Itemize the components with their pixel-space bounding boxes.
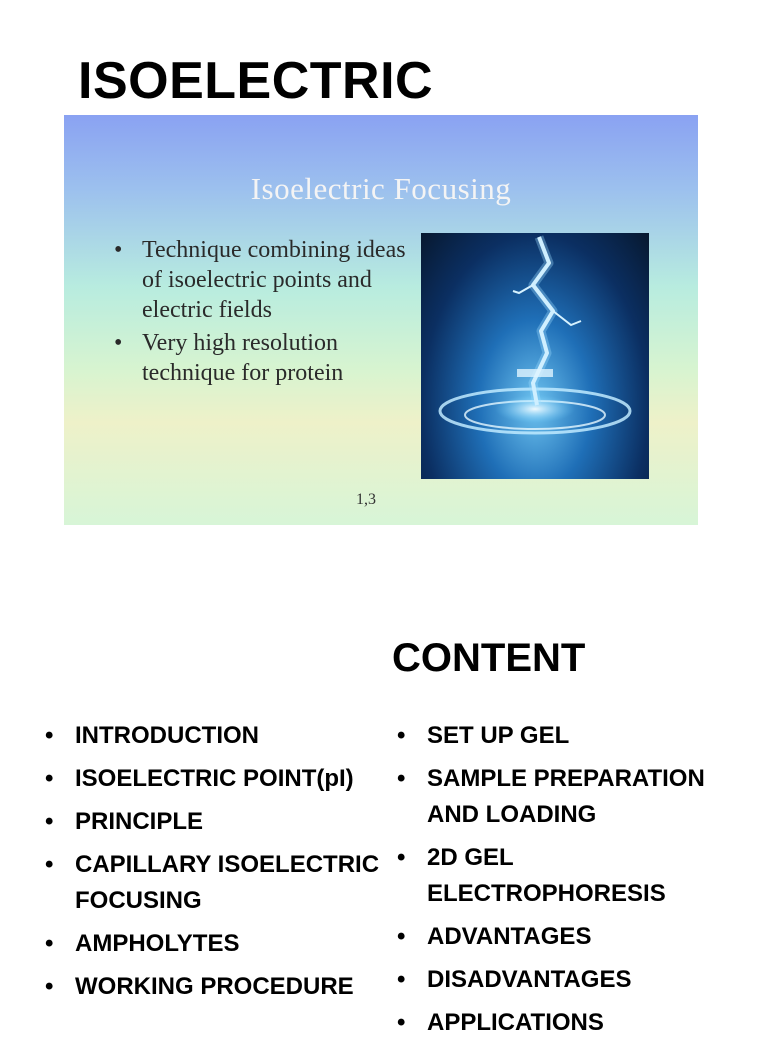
list-item: • 2D GEL ELECTROPHORESIS [397,840,737,912]
list-item: • INTRODUCTION [45,718,385,754]
slide-bullet: • Very high resolution technique for protein [114,328,414,388]
slide-image [64,115,698,525]
list-item: • CAPILLARY ISOELECTRIC FOCUSING [45,847,385,919]
content-list-left [45,718,385,1012]
content-heading: CONTENT [392,636,586,680]
slide-bullet: • Technique combining ideas of isoelectric points and electric fields [114,235,414,325]
list-item: • AMPHOLYTES [45,926,385,962]
slide-bullet-list [114,235,414,391]
page-title: ISOELECTRIC [78,52,434,110]
slide-heading: Isoelectric Focusing [250,171,512,206]
list-item: • SET UP GEL [397,718,737,754]
list-item: • WORKING PROCEDURE [45,969,385,1005]
slide-number: 1,3 [356,491,376,508]
list-item: • SAMPLE PREPARATION AND LOADING [397,761,737,833]
content-list-right [397,718,737,1048]
lightning-icon [421,233,649,479]
list-item: • ISOELECTRIC POINT(pI) [45,761,385,797]
lightning-photo-icon [421,233,649,479]
list-item: • PRINCIPLE [45,804,385,840]
list-item: • DISADVANTAGES [397,962,737,998]
list-item: • ADVANTAGES [397,919,737,955]
list-item: • APPLICATIONS [397,1005,737,1041]
